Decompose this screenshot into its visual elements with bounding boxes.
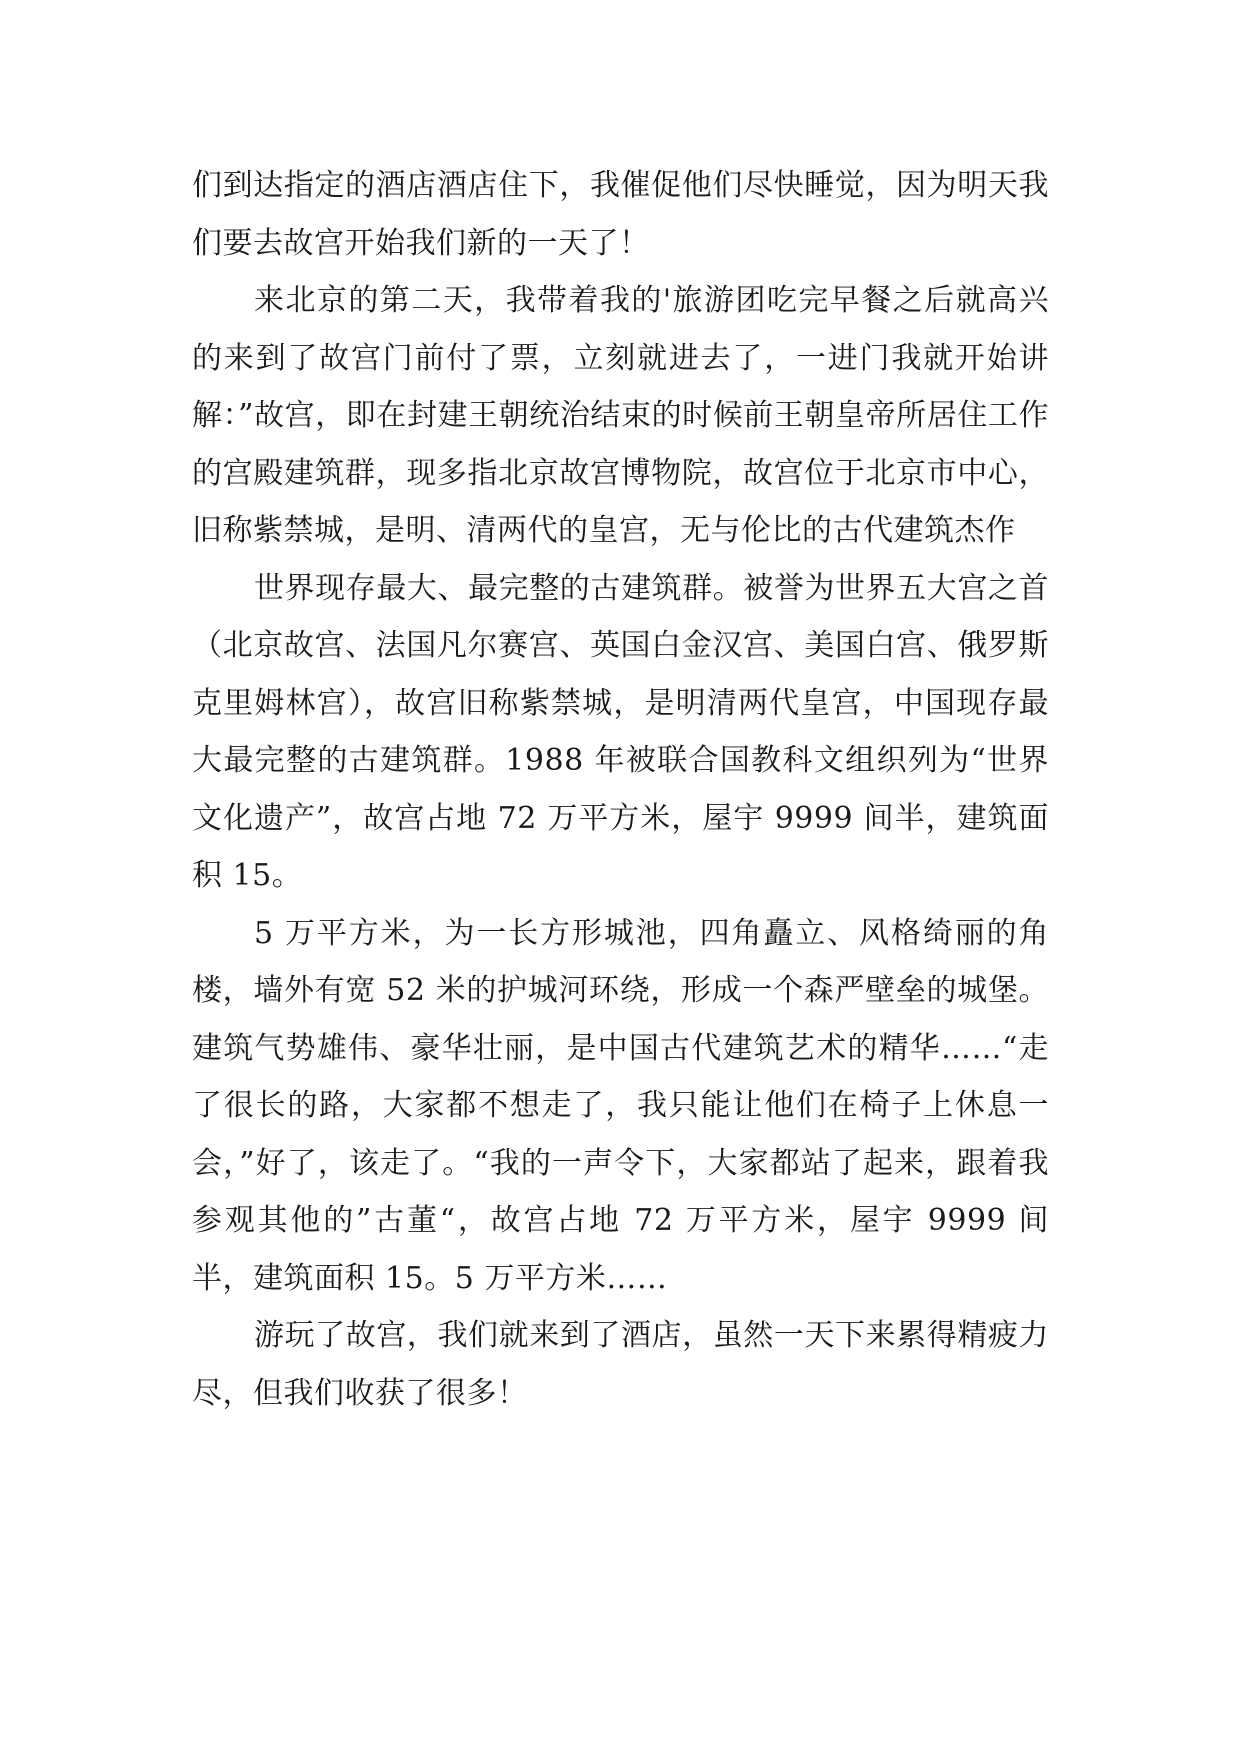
paragraph-second-day: 来北京的第二天，我带着我的'旅游团吃完早餐之后就高兴的来到了故宫门前付了票，立刻就进去了，一进门我就开始讲解：”故宫，即在封建王朝统治结束的时候前王朝皇帝所居住工作的宫殿建筑群，现多指北京故宫博物院，故宫位于北京市中心，旧称紫禁城，是明、清两代的皇宫，无与伦比的古代建筑杰作 [192, 283, 1049, 548]
paragraph-palace-overview: 世界现存最大、最完整的古建筑群。被誉为世界五大宫之首（北京故宫、法国凡尔赛宫、英国白金汉宫、美国白宫、俄罗斯克里姆林宫），故宫旧称紫禁城，是明清两代皇宫，中国现存最大最完整的古建筑群。1988 年被联合国教科文组织列为“世界文化遗产”，故宫占地 72 万平方米，屋宇 9999 间半，建筑面积 15。 [192, 570, 1049, 893]
document-page [192, 157, 1049, 1422]
paragraph-palace-tour: 5 万平方米，为一长方形城池，四角矗立、风格绮丽的角楼，墙外有宽 52 米的护城河环绕，形成一个森严壁垒的城堡。建筑气势雄伟、豪华壮丽，是中国古代建筑艺术的精华……“走了很长的路，大家都不想走了，我只能让他们在椅子上休息一会，”好了，该走了。“我的一声令下，大家都站了起来，跟着我参观其他的”古董“，故宫占地 72 万平方米，屋宇 9999 间半，建筑面积 15。5 万平方米…… [192, 915, 1049, 1296]
paragraph-conclusion: 游玩了故宫，我们就来到了酒店，虽然一天下来累得精疲力尽，但我们收获了很多！ [192, 1318, 1049, 1411]
paragraph-hotel-arrival: 们到达指定的酒店酒店住下，我催促他们尽快睡觉，因为明天我们要去故宫开始我们新的一天了！ [192, 168, 1049, 261]
